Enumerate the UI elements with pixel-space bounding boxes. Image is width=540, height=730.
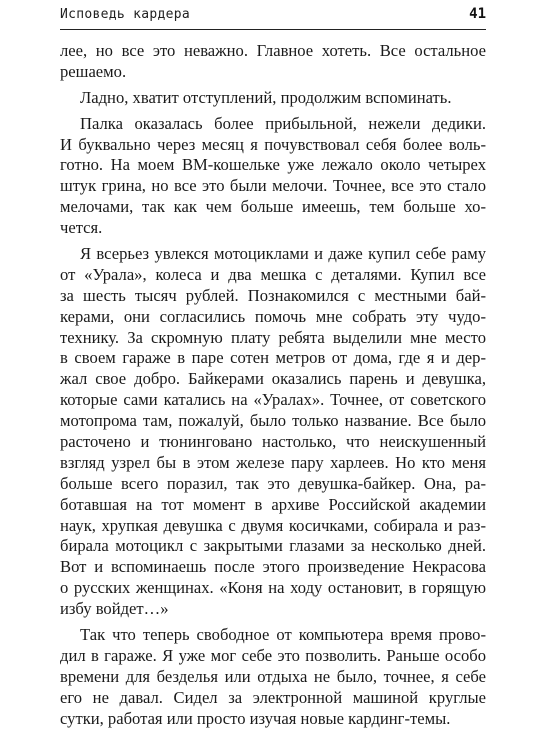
text-line: о русских женщинах. «Коня на ходу остановит, в горящую [60, 578, 486, 598]
text-line: взгляд узрел бы в этом железе пару харлеев. Но кто меня [60, 452, 486, 472]
text-line: наук, хрупкая девушка с двумя косичками, собирала и раз- [60, 515, 486, 535]
paragraph [60, 625, 486, 729]
text-line: его не давал. Сидел за электронной машиной круглые [60, 687, 486, 707]
text-line: дил в гараже. Я уже мог себе это позволить. Раньше особо [60, 645, 486, 665]
text-line: времени для безделья или отдыха не было, точнее, я себе [60, 666, 486, 686]
text-line: за шесть тысяч рублей. Познакомился с местными бай- [60, 285, 486, 305]
text-line: мелочами, так как чем больше имеешь, тем больше хо- [60, 197, 486, 217]
text-line: технику. За скромную плату ребята выделили мне место [60, 327, 486, 347]
text-line: которые сами катались на «Уралах». Точнее, от советского [60, 390, 486, 410]
text-line: от «Урала», колеса и два мешка с деталями. Купил все [60, 264, 486, 284]
text-line: больше всего поразил, так это девушка-байкер. Она, ра- [60, 473, 486, 493]
text-line: Я всерьез увлекся мотоциклами и даже купил себе раму [80, 244, 486, 264]
text-line: чется. [60, 218, 103, 238]
text-line: лее, но все это неважно. Главное хотеть. Все остальное [60, 41, 486, 60]
paragraph [60, 41, 486, 83]
text-line: готно. На моем ВМ-кошельке уже лежало около четырех [60, 155, 486, 175]
running-title: Исповедь кардера [60, 7, 191, 22]
paragraph [60, 88, 486, 109]
paragraph [60, 244, 486, 620]
text-line: Палка оказалась более прибыльной, нежели дедики. [80, 113, 486, 133]
text-line: Вот и вспоминаешь после этого произведение Некрасова [60, 557, 486, 577]
text-line: Ладно, хватит отступлений, продолжим вспоминать. [80, 87, 452, 107]
text-line: расточено и тюнинговано настолько, что неискушенный [60, 432, 486, 452]
text-line: сутки, работая или просто изучая новые кардинг-темы. [60, 708, 451, 728]
text-line: избу войдет…» [60, 599, 169, 619]
page-number: 41 [469, 6, 486, 22]
text-line: мотопрома там, пожалуй, было только название. Все было [60, 411, 486, 431]
text-line: керами, они согласились помочь мне собрать эту чудо- [60, 306, 486, 326]
paragraph [60, 114, 486, 239]
text-line: штук грина, но все это были мелочи. Точнее, все это стало [60, 176, 486, 196]
body-text [60, 41, 486, 730]
book-page [60, 0, 486, 730]
running-header [60, 7, 486, 30]
text-line: И буквально через месяц я почувствовал себя более воль- [60, 134, 486, 154]
text-line: решаемо. [60, 61, 127, 81]
text-line: в своем гараже в паре сотен метров от дома, где я и дер- [60, 348, 486, 368]
text-line: жал свое добро. Байкерами оказались парень и девушка, [60, 369, 486, 389]
text-line: бирала мотоцикл с закрытыми глазами за несколько дней. [60, 536, 486, 556]
text-line: Так что теперь свободное от компьютера время прово- [80, 625, 486, 645]
text-line: ботавшая на тот момент в архиве Российской академии [60, 494, 486, 514]
